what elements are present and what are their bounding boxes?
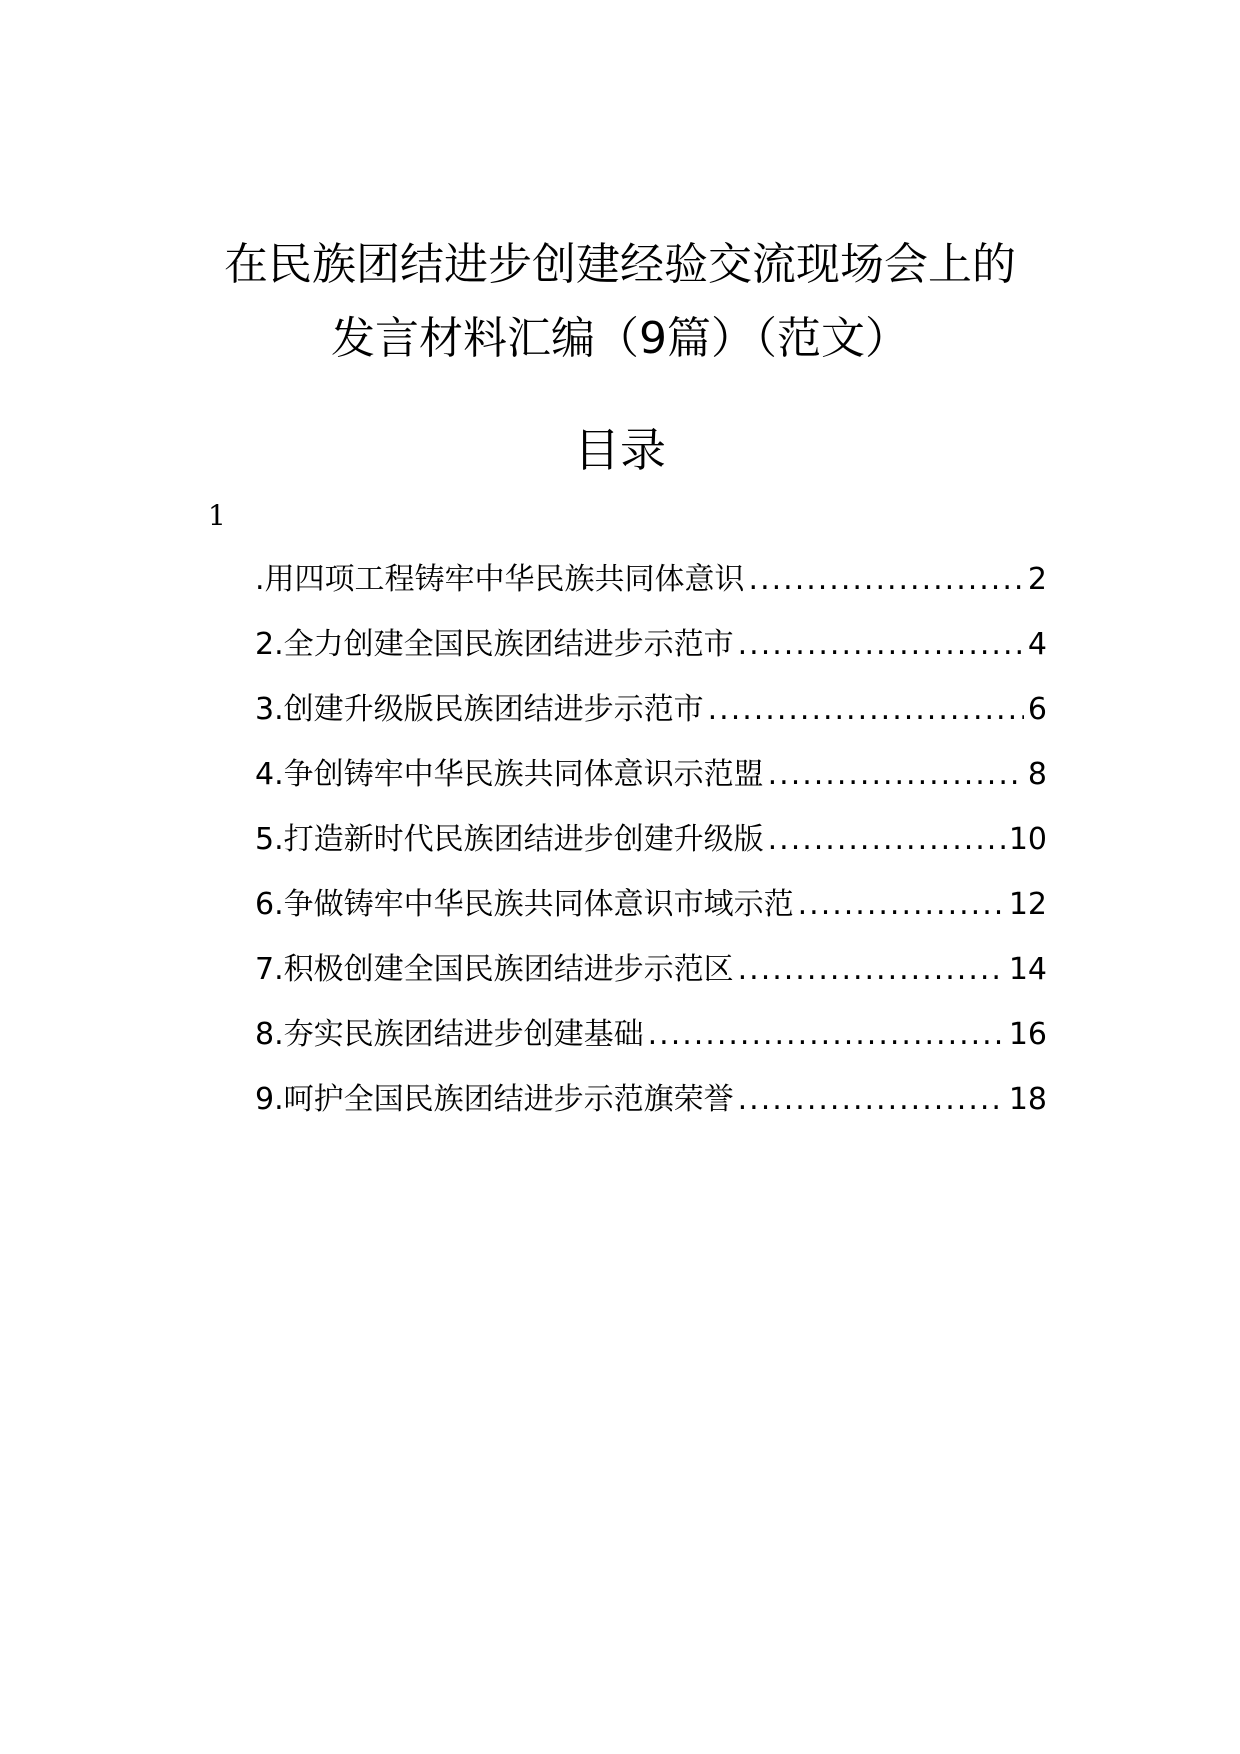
toc-entry-page: 12 (1008, 887, 1047, 922)
toc-entry-title: 4.争创铸牢中华民族共同体意识示范盟 (255, 757, 764, 792)
toc-entry-page: 8 (1027, 757, 1047, 792)
toc-leader-dots (768, 755, 1024, 795)
toc-heading: 目录 (574, 423, 666, 477)
toc-leader-dots (738, 1080, 1005, 1120)
toc-entry-page: 18 (1008, 1082, 1047, 1117)
toc-entry-title: 7.积极创建全国民族团结进步示范区 (255, 952, 734, 987)
toc-leader-dots (738, 950, 1005, 990)
toc-entry-page: 16 (1008, 1017, 1047, 1052)
toc-leader-dots (738, 625, 1024, 665)
document-title-line-1: 在民族团结进步创建经验交流现场会上的 (224, 239, 1016, 290)
toc-leader-dots (708, 690, 1024, 730)
toc-entry-page: 14 (1008, 952, 1047, 987)
toc-entry-9[interactable] (255, 1080, 1047, 1145)
toc-number: 1 (208, 499, 226, 532)
toc-entry-page: 6 (1027, 692, 1047, 727)
toc-entry-title: 2.全力创建全国民族团结进步示范市 (255, 627, 734, 662)
document-title (0, 228, 1240, 376)
toc-leader-dots (648, 1015, 1005, 1055)
toc-leader-dots (798, 885, 1005, 925)
toc-entry-1[interactable] (255, 560, 1047, 625)
toc-entry-8[interactable] (255, 1015, 1047, 1080)
toc-entry-page: 10 (1008, 822, 1047, 857)
toc-entry-title: .用四项工程铸牢中华民族共同体意识 (255, 562, 745, 597)
toc-entry-2[interactable] (255, 625, 1047, 690)
toc-entry-title: 5.打造新时代民族团结进步创建升级版 (255, 822, 764, 857)
toc-entry-title: 8.夯实民族团结进步创建基础 (255, 1017, 644, 1052)
toc-entry-title: 9.呵护全国民族团结进步示范旗荣誉 (255, 1082, 734, 1117)
toc-entry-page: 2 (1027, 562, 1047, 597)
toc-entry-7[interactable] (255, 950, 1047, 1015)
table-of-contents (255, 560, 1047, 1145)
toc-entry-title: 3.创建升级版民族团结进步示范市 (255, 692, 704, 727)
toc-entry-3[interactable] (255, 690, 1047, 755)
toc-entry-4[interactable] (255, 755, 1047, 820)
toc-entry-page: 4 (1027, 627, 1047, 662)
toc-entry-6[interactable] (255, 885, 1047, 950)
document-title-line-2: 发言材料汇编（9篇）（范文） (331, 313, 909, 364)
toc-entry-5[interactable] (255, 820, 1047, 885)
toc-entry-title: 6.争做铸牢中华民族共同体意识市域示范 (255, 887, 794, 922)
toc-leader-dots (749, 560, 1024, 600)
toc-leader-dots (768, 820, 1005, 860)
